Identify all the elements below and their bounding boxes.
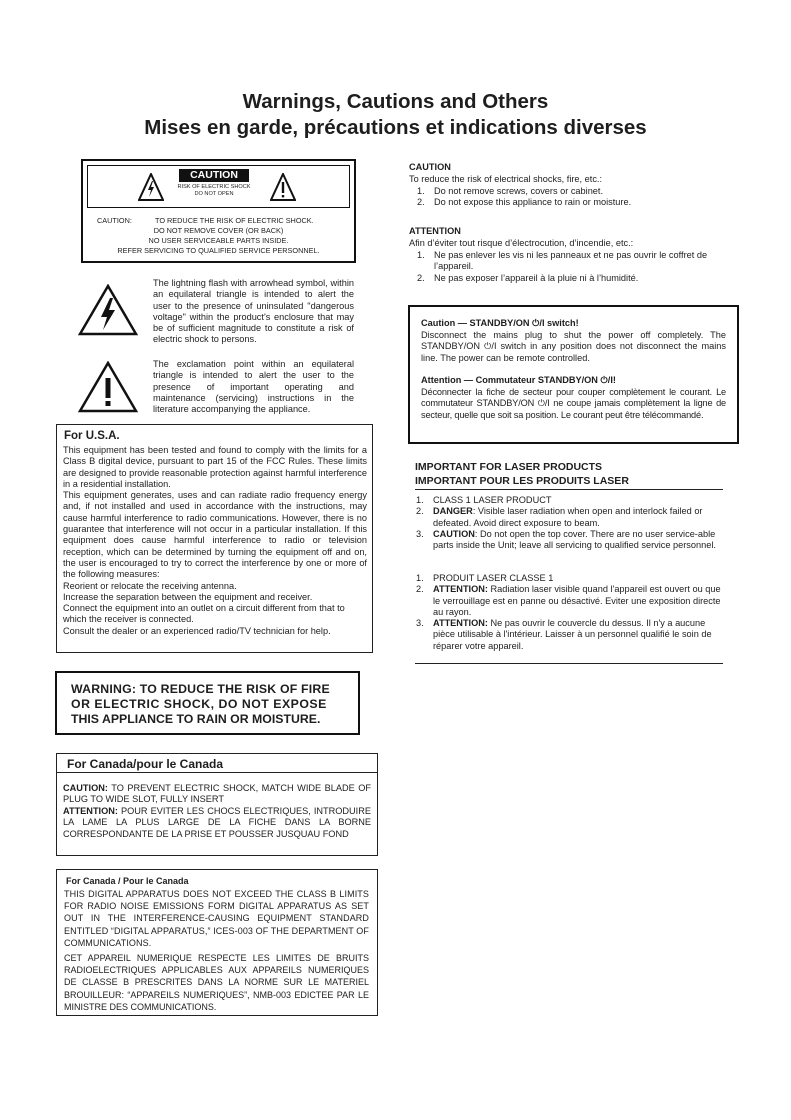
laser-fr-item-1: 1. PRODUIT LASER CLASSE 1 <box>416 573 554 583</box>
caution-label-top <box>87 165 350 208</box>
standby-en-heading-b: /I switch! <box>539 318 579 328</box>
caution-label <box>81 159 356 263</box>
canada2-paragraph-2: CET APPAREIL NUMERIQUE RESPECTE LES LIMITES DE BRUITS RADIOELECTRIQUES APPLICABLES AUX APPAREILS NUMERIQUES DE CLASSE B PRESCRITES DANS LA NORME SUR LE MATERIEL BROUILLEUR: “APPAREILS NUMERIQUES”, NMB-003 EDICTEE PAR LE MINISTRE DES COMMUNICATIONS. <box>64 953 369 1012</box>
laser-en-item-3-text: : Do not open the top cover. There are no user service-able parts inside the Unit; leave all servicing to qualified service personnel. <box>433 528 716 551</box>
laser-fr-list <box>408 573 728 652</box>
caution-heading: CAUTION <box>409 162 451 172</box>
warning-line-3: THIS APPLIANCE TO RAIN OR MOISTURE. <box>71 712 321 726</box>
power-icon: ⏻ <box>600 375 608 385</box>
laser-fr-item-3-text: Ne pas ouvrir le couvercle du dessus. Il n'y a aucune pièce utilisable à l'intérieur. Laisser à un personnel qualifié le soin de réparer votre appareil. <box>433 618 712 651</box>
caution-intro: To reduce the risk of electrical shocks, fire, etc.: <box>409 174 603 184</box>
exclamation-description: The exclamation point within an equilateral triangle is intended to alert the user to the presence of important operating and maintenance (servicing) instructions in the literature accompanying the appliance. <box>153 359 354 415</box>
laser-en-item-2: 2. DANGER: Visible laser radiation when open and interlock failed or defeated. Avoid direct exposure to beam. <box>416 506 703 528</box>
canada-attention-label: ATTENTION: <box>63 806 118 816</box>
laser-fr-item-1-text: PRODUIT LASER CLASSE 1 <box>433 573 554 583</box>
caution-label-line2: DO NOT REMOVE COVER (OR BACK) <box>153 226 284 235</box>
laser-en-list <box>408 495 728 551</box>
caution-label-prefix: CAUTION: <box>97 216 132 225</box>
canada-caution-text <box>63 783 371 806</box>
caution-item-1-text: Do not remove screws, covers or cabinet. <box>434 186 604 196</box>
usa-paragraph-1: This equipment has been tested and found to comply with the limits for a Class B digital device, pursuant to part 15 of the FCC Rules. These limits are designed to provide reasonable protection against harmful interference in a residential installation. <box>63 445 367 489</box>
laser-fr-item-3-label: ATTENTION: <box>433 618 488 629</box>
caution-label-line4: REFER SERVICING TO QUALIFIED SERVICE PERSONNEL. <box>117 246 320 255</box>
laser-top-rule <box>415 489 723 490</box>
usa-measure-3: Connect the equipment into an outlet on a circuit different from that to which the receiver is connected. <box>63 603 345 625</box>
laser-fr-item-2: 2. ATTENTION: Radiation laser visible quand l'appareil est ouvert ou que le verrouillage est en panne ou désactivé. Eviter une exposition directe au rayon. <box>416 584 721 617</box>
standby-en-text-a: Disconnect the mains plug to shut the power off completely. The STANDBY/ON <box>421 330 726 352</box>
usa-body <box>63 445 367 637</box>
power-icon: ⏻ <box>484 341 492 352</box>
canada-attention-body: POUR EVITER LES CHOCS ELECTRIQUES, INTRODUIRE LA LAME LA PLUS LARGE DE LA FICHE DANS LA BORNE CORRESPONDANTE DE LA PRISE ET POUSSER JUSQUAU FOND <box>63 806 372 839</box>
laser-fr-item-2-text: Radiation laser visible quand l'appareil est ouvert ou que le verrouillage est en panne ou désactivé. Eviter une exposition directe au rayon. <box>433 584 721 617</box>
standby-fr-text-a: Déconnecter la fiche de secteur pour couper complètement le courant. Le commutateur STANDBY/ON <box>421 387 726 409</box>
standby-fr-heading-a: Attention — Commutateur STANDBY/ON <box>421 375 601 385</box>
caution-label-line3: NO USER SERVICEABLE PARTS INSIDE. <box>148 236 289 245</box>
warning-box <box>55 671 360 735</box>
laser-en-item-2-label: DANGER <box>433 506 473 517</box>
canada-caution-body: TO PREVENT ELECTRIC SHOCK, MATCH WIDE BLADE OF PLUG TO WIDE SLOT, FULLY INSERT <box>63 783 372 805</box>
caution-label-sub2: DO NOT OPEN <box>194 191 234 197</box>
canada-ices-box <box>56 869 378 1016</box>
lightning-triangle-icon <box>78 284 138 336</box>
warning-line-2: OR ELECTRIC SHOCK, DO NOT EXPOSE <box>71 697 327 711</box>
attention-item-1-text: Ne pas enlever les vis ni les panneaux et ne pas ouvrir le coffret de l’appareil. <box>434 250 708 272</box>
standby-en-text <box>421 330 726 364</box>
exclamation-triangle-icon <box>78 361 138 413</box>
power-icon: ⏻ <box>537 398 545 409</box>
laser-fr-item-3: 3. ATTENTION: Ne pas ouvrir le couvercle du dessus. Il n'y a aucune pièce utilisable à l'intérieur. Laisser à un personnel qualifié le soin de réparer votre appareil. <box>416 618 712 651</box>
canada-plug-box <box>56 753 378 856</box>
standby-fr-heading <box>421 375 616 386</box>
attention-list <box>409 250 741 284</box>
laser-heading-fr: IMPORTANT POUR LES PRODUITS LASER <box>415 475 629 487</box>
caution-item-2: 2. Do not expose this appliance to rain or moisture. <box>417 197 632 208</box>
lightning-description: The lightning flash with arrowhead symbol, within an equilateral triangle is intended to alert the user to the presence of uninsulated "dangerous voltage" within the product's enclosure that may be of sufficient magnitude to constitute a risk of electric shock to persons. <box>153 278 354 345</box>
laser-heading-en: IMPORTANT FOR LASER PRODUCTS <box>415 461 603 473</box>
canada-heading: For Canada/pour le Canada <box>67 757 224 771</box>
caution-item-1: 1. Do not remove screws, covers or cabinet. <box>417 186 604 196</box>
attention-item-1: 1. Ne pas enlever les vis ni les panneaux et ne pas ouvrir le coffret de l’appareil. <box>417 250 708 272</box>
caution-label-line1: TO REDUCE THE RISK OF ELECTRIC SHOCK. <box>155 216 314 225</box>
standby-en-heading-a: Caution — STANDBY/ON <box>421 318 533 328</box>
laser-en-item-3: 3. CAUTION: Do not open the top cover. There are no user service-able parts inside the Unit; leave all servicing to qualified service personnel. <box>416 528 716 551</box>
laser-en-item-3-label: CAUTION <box>433 528 475 539</box>
canada-attention-text <box>63 806 371 840</box>
laser-en-item-1: 1. CLASS 1 LASER PRODUCT <box>416 495 552 505</box>
canada-caution-label: CAUTION: <box>63 783 108 793</box>
canada2-paragraph-1: THIS DIGITAL APPARATUS DOES NOT EXCEED THE CLASS B LIMITS FOR RADIO NOISE EMISSIONS FORM DIGITAL APPARATUS AS SET OUT IN THE INTERFERENCE-CAUSING EQUIPMENT STANDARD ENTITLED “DIGITAL APPARATUS,” ICES-003 OF THE DEPARTMENT OF COMMUNICATIONS. <box>64 889 369 948</box>
standby-fr-heading-b: /I! <box>607 375 616 385</box>
canada2-heading: For Canada / Pour le Canada <box>66 876 189 886</box>
standby-en-heading <box>421 318 579 329</box>
attention-item-2-text: Ne pas exposer l’appareil à la pluie ni à l’humidité. <box>434 272 639 283</box>
laser-en-item-2-text: : Visible laser radiation when open and interlock failed or defeated. Avoid direct exposure to beam. <box>433 506 703 528</box>
usa-heading: For U.S.A. <box>64 430 120 442</box>
page-subtitle: Mises en garde, précautions et indications diverses <box>144 116 647 139</box>
attention-heading: ATTENTION <box>409 226 461 236</box>
exclamation-triangle-icon <box>270 173 296 201</box>
usa-fcc-box <box>56 424 373 653</box>
laser-fr-item-2-label: ATTENTION: <box>433 584 488 595</box>
standby-fr-text-b: /I ne coupe jamais complètement la ligne de secteur, quelle que soit sa position. Le courant peut être télécommandé. <box>421 398 726 420</box>
laser-bottom-rule <box>415 663 723 664</box>
standby-fr-text <box>421 387 726 421</box>
caution-list <box>409 186 741 209</box>
attention-item-2: 2. Ne pas exposer l’appareil à la pluie ni à l’humidité. <box>417 272 639 283</box>
standby-box <box>408 305 739 444</box>
lightning-triangle-icon <box>138 173 164 201</box>
laser-en-item-1-text: CLASS 1 LASER PRODUCT <box>433 495 552 505</box>
warning-line-1: WARNING: TO REDUCE THE RISK OF FIRE <box>71 682 330 696</box>
power-icon: ⏻ <box>532 318 540 328</box>
standby-en-text-b: /I switch in any position does not disconnect the mains line. The power can be remote controlled. <box>421 341 726 363</box>
caution-item-2-text: Do not expose this appliance to rain or moisture. <box>434 197 632 208</box>
caution-label-sub1: RISK OF ELECTRIC SHOCK <box>177 184 251 190</box>
page-title: Warnings, Cautions and Others <box>242 90 549 113</box>
canada-heading-divider <box>57 772 377 773</box>
attention-intro: Afin d’éviter tout risque d’électrocution, d’incendie, etc.: <box>409 238 634 248</box>
caution-label-heading: CAUTION <box>179 169 249 182</box>
usa-measure-4: Consult the dealer or an experienced radio/TV technician for help. <box>63 625 331 636</box>
usa-paragraph-2: This equipment generates, uses and can radiate radio frequency energy and, if not installed and used in accordance with the instructions, may cause harmful interference to radio communications. However, there is no guarantee that interference will not occur in a particular installation. If this equipment does cause harmful interference to radio or television reception, which can be determined by turning the equipment off and on, the user is encouraged to try to correct the interference by one or more of the following measures: <box>63 490 367 580</box>
usa-measure-1: Reorient or relocate the receiving antenna. <box>63 580 237 591</box>
usa-measure-2: Increase the separation between the equipment and receiver. <box>63 591 313 602</box>
